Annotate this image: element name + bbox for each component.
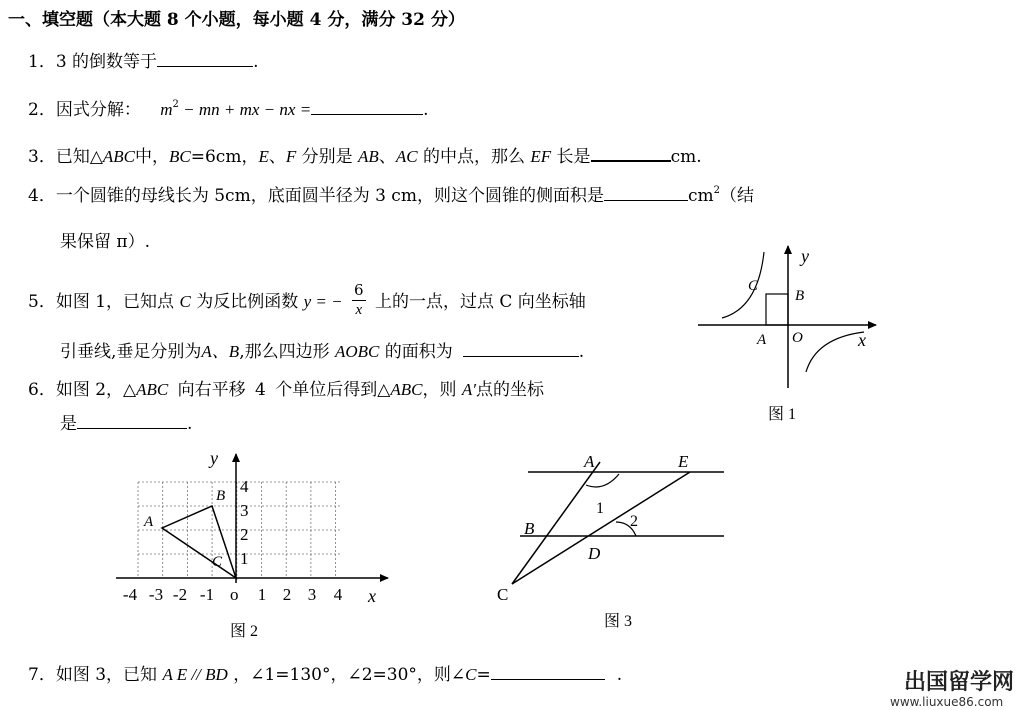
watermark-logo-text: 出国留学网	[904, 670, 1015, 695]
watermark-url: www.liuxue86.com	[890, 695, 1004, 709]
fig2-label-c: C	[212, 554, 223, 570]
fig3-label-a: A	[584, 452, 595, 471]
fig3-angle-2-label: 2	[630, 513, 638, 530]
fig2-y-tick-label: 1	[240, 549, 249, 568]
figure-1	[698, 246, 876, 423]
fig2-x-tick-label: -4	[122, 585, 138, 604]
fig1-hyperbola-branch-right	[806, 332, 864, 372]
question-4: 4．一个圆锥的母线长为 5cm，底面圆半径为 3 cm，则这个圆锥的侧面积是 $cm^2$（结	[28, 185, 754, 206]
fig2-x-tick-label: 3	[307, 585, 317, 604]
fig2-x-tick-label: 4	[333, 585, 343, 604]
figure-3	[497, 452, 724, 630]
fig2-label-b: B	[216, 488, 226, 504]
fig2-x-tick-label: -2	[172, 585, 188, 604]
fig2-grid	[138, 482, 340, 578]
question-5-line2: 引垂线,垂足分别为A、B,那么四边形 AOBC 的面积为 .	[60, 342, 585, 362]
fig3-label-d: D	[588, 544, 601, 563]
fig2-y-tick-label: 4	[240, 477, 249, 496]
section-title: 一、填空题（本大题 8 个小题，每小题 4 分，满分 32 分）	[8, 10, 465, 30]
fig1-label-x: x	[858, 330, 866, 350]
question-7: 7．如图 3，已知 A E // BD ，∠1=130°，∠2=30°，则∠C= .	[28, 665, 623, 685]
question-4-line2: 果保留 π）.	[60, 232, 150, 252]
question-2: 2．因式分解： $m^2$ − mn + mx − nx = .	[28, 99, 429, 120]
fig3-angle-1-label: 1	[596, 500, 604, 517]
question-3: 3．已知△ABC中，BC=6cm，E、F 分别是 AB、AC 的中点，那么 EF 长是 cm.	[28, 147, 702, 167]
fig2-x-tick-label: 2	[282, 585, 292, 604]
fig1-label-y: y	[801, 246, 809, 266]
fig2-y-tick-label: 3	[240, 501, 249, 520]
fig2-label-a: A	[144, 514, 154, 530]
fig2-x-tick-label: -1	[199, 585, 215, 604]
fig2-label-origin: o	[230, 585, 239, 604]
fig3-label-e: E	[678, 452, 689, 471]
fig2-y-tick-labels	[240, 477, 249, 568]
fig2-triangle-abc	[162, 506, 236, 578]
fig2-x-tick-label: 1	[257, 585, 267, 604]
fig3-angle-1-arc	[586, 474, 619, 487]
question-1: 1．3 的倒数等于 .	[28, 52, 259, 72]
fig1-rectangle-aobc	[766, 294, 788, 325]
fig2-y-tick-label: 2	[240, 525, 249, 544]
fig1-label-a: A	[757, 332, 767, 348]
fig1-label-o: O	[792, 330, 803, 346]
fig3-line-ce	[512, 472, 690, 584]
fig2-x-tick-label: -3	[148, 585, 164, 604]
fig3-label-b: B	[524, 519, 535, 538]
fig1-caption: 图 1	[768, 406, 797, 423]
fraction: $\frac{6}{x}$	[354, 281, 364, 318]
fig1-label-b: B	[795, 288, 805, 304]
fig2-label-y: y	[210, 448, 218, 468]
question-5: 5．如图 1，已知点 C 为反比例函数 y = − $\frac{6}{x}$ 上的一点，过点 C 向坐标轴	[28, 281, 586, 318]
fig3-label-c: C	[497, 585, 509, 604]
question-6: 6．如图 2，△ABC 向右平移 4 个单位后得到△ABC，则 A′点的坐标	[28, 380, 544, 400]
fig2-label-x: x	[368, 586, 376, 606]
fig1-label-c: C	[748, 278, 759, 294]
fig2-caption: 图 2	[230, 623, 259, 640]
question-6-line2: 是 .	[60, 414, 193, 434]
figure-2	[116, 448, 388, 640]
fig3-caption: 图 3	[604, 613, 633, 630]
